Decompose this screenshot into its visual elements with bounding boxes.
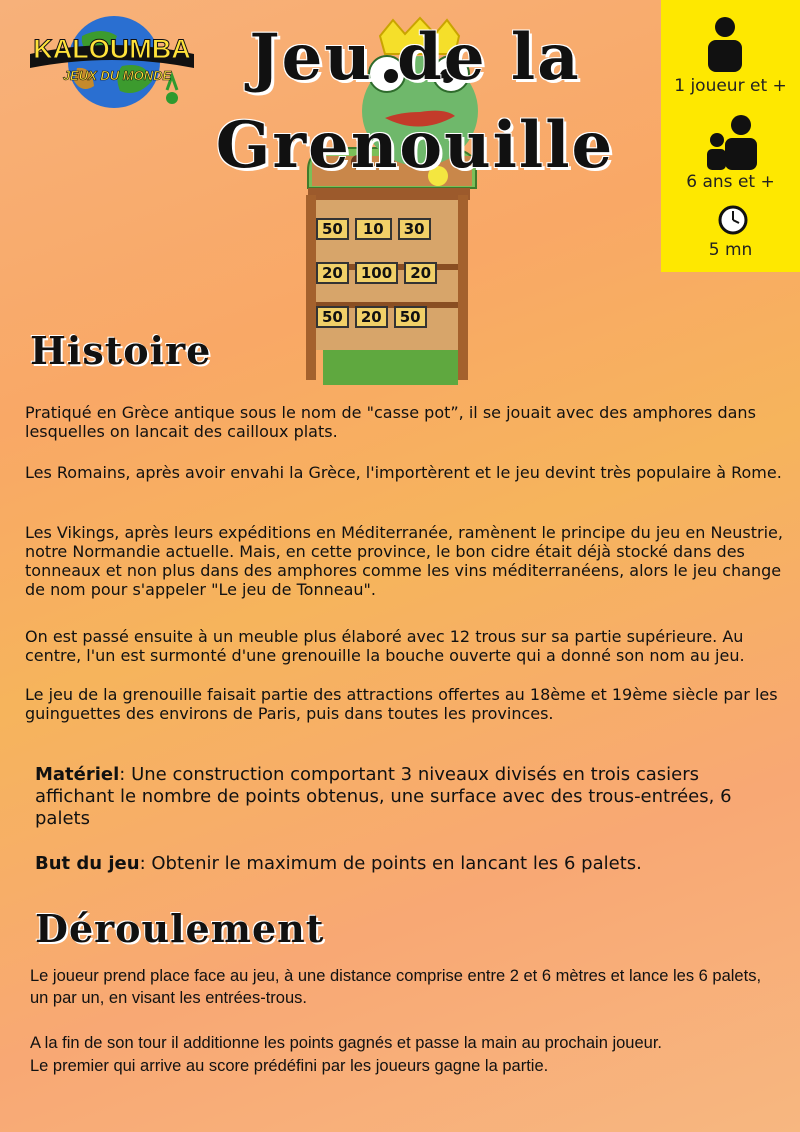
materiel-text: : Une construction comportant 3 niveaux divisés en trois casiers affichant le nombre de points obtenus, une surface avec des trous-entrées, 6 palets xyxy=(35,764,732,829)
duration: 5 mn xyxy=(708,240,753,260)
deroulement-heading: Déroulement xyxy=(35,906,325,951)
title-line-1: Jeu de la xyxy=(249,20,581,95)
logo-subtitle: JEUX DU MONDE xyxy=(62,68,172,83)
score-box: 10 xyxy=(355,218,392,240)
page-title xyxy=(205,14,625,190)
score-box: 50 xyxy=(394,306,427,328)
deroulement-paragraph-2: A la fin de son tour il additionne les points gagnés et passe la main au prochain joueur. xyxy=(30,1034,663,1052)
histoire-paragraph-3: Les Vikings, après leurs expéditions en Méditerranée, ramènent le principe du jeu en Neustrie, notre Normandie actuelle. Mais, en cette province, le bon cidre était déjà stocké dans des tonneaux et non plus dans des amphores comme les vins méditerranéens, alors le jeu change de nom pour s'appeler "Le jeu de Tonneau". xyxy=(25,523,783,599)
score-box: 50 xyxy=(316,218,349,240)
score-box: 30 xyxy=(398,218,431,240)
game-info-panel xyxy=(661,0,800,272)
materiel-label: Matériel xyxy=(35,764,120,785)
materiel-paragraph xyxy=(35,764,775,830)
histoire-paragraph-1: Pratiqué en Grèce antique sous le nom de "casse pot”, il se jouait avec des amphores dans lesquelles on lancait des cailloux plats. xyxy=(25,403,756,441)
histoire-paragraph-4: On est passé ensuite à un meuble plus élaboré avec 12 trous sur sa partie supérieure. Au centre, l'un est surmonté d'une grenouille la bouche ouverte qui a donné son nom au jeu. xyxy=(25,627,745,665)
score-row-2 xyxy=(316,262,466,284)
deroulement-paragraph-1: Le joueur prend place face au jeu, à une distance comprise entre 2 et 6 mètres et lance les 6 palets, un par un, en visant les entrées-trous. xyxy=(30,967,762,1007)
but-text: : Obtenir le maximum de points en lancant les 6 palets. xyxy=(139,853,642,874)
clock-icon xyxy=(718,205,748,235)
but-label: But du jeu xyxy=(35,853,140,874)
score-box: 20 xyxy=(316,262,349,284)
single-player-icon xyxy=(705,16,745,72)
deroulement-paragraph-3: Le premier qui arrive au score prédéfini par les joueurs gagne la partie. xyxy=(30,1057,549,1075)
histoire-heading: Histoire xyxy=(30,328,212,373)
age-range: 6 ans et + xyxy=(686,172,775,192)
score-row-3 xyxy=(316,306,466,328)
score-box: 50 xyxy=(316,306,349,328)
score-row-1 xyxy=(316,218,466,240)
kaloumba-logo xyxy=(22,6,202,110)
players-count: 1 joueur et + xyxy=(674,76,787,96)
score-box: 100 xyxy=(355,262,398,284)
histoire-paragraph-5: Le jeu de la grenouille faisait partie des attractions offertes au 18ème et 19ème siècle par les guinguettes des environs de Paris, puis dans toutes les provinces. xyxy=(25,685,778,723)
logo-title: KALOUMBA xyxy=(33,34,191,64)
histoire-paragraph-2: Les Romains, après avoir envahi la Grèce, l'importèrent et le jeu devint très populaire à Rome. xyxy=(25,463,782,482)
score-box: 20 xyxy=(355,306,388,328)
score-box: 20 xyxy=(404,262,437,284)
age-icon xyxy=(707,114,759,170)
but-paragraph xyxy=(35,853,775,875)
title-line-2: Grenouille xyxy=(215,108,615,183)
